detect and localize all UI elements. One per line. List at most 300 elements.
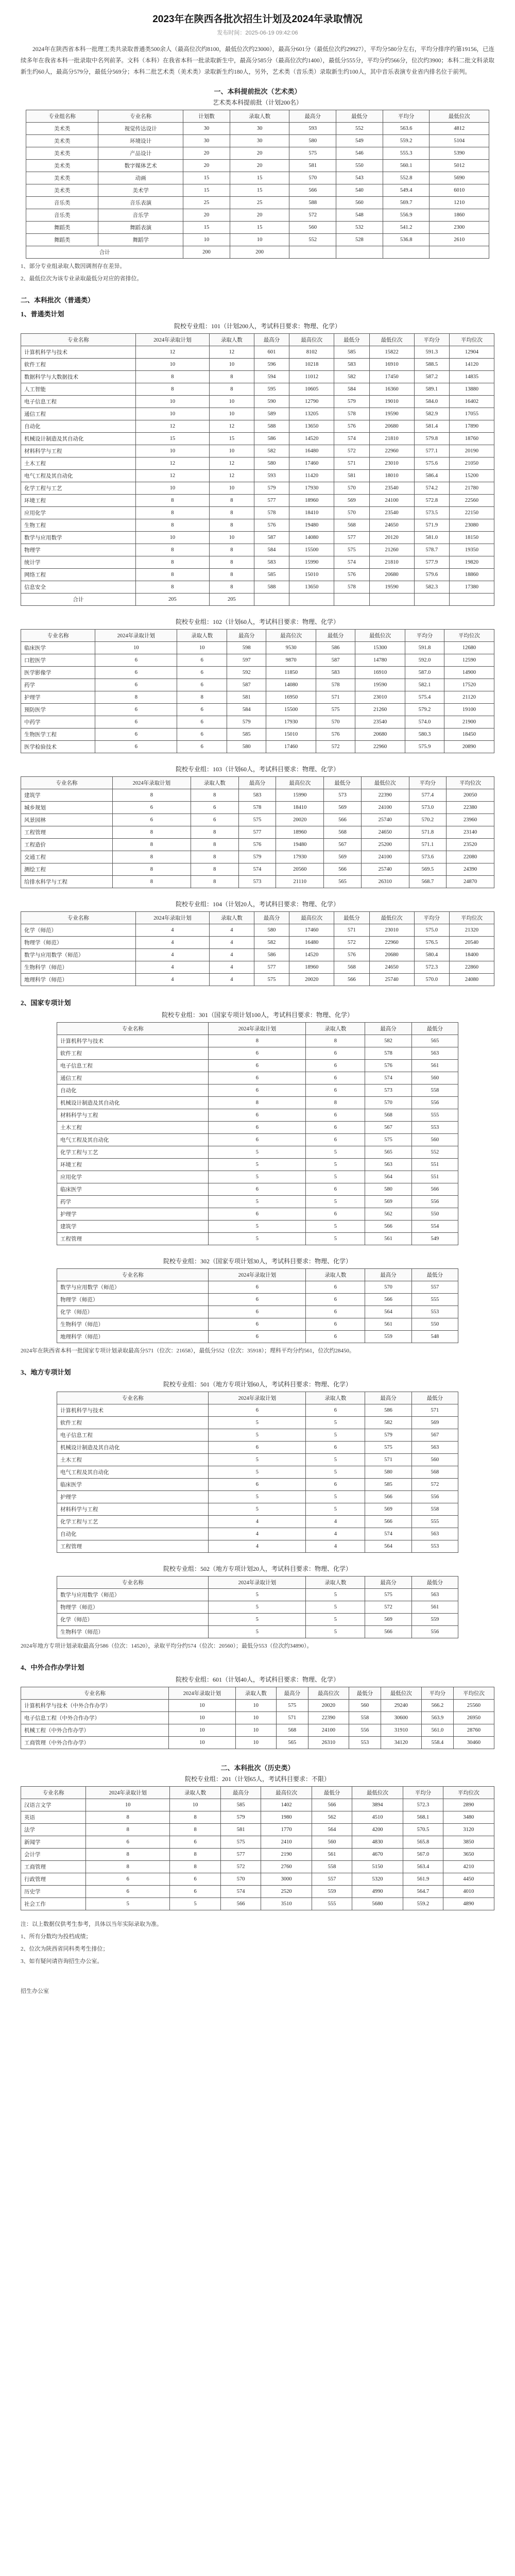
table-cell: 8 — [191, 876, 238, 888]
table-cell: 13650 — [289, 581, 334, 594]
table-cell: 6 — [209, 1331, 306, 1343]
table-cell: 9870 — [266, 654, 316, 667]
column-header: 最高分 — [227, 630, 266, 642]
table-cell: 558 — [349, 1712, 381, 1724]
table-cell: 6 — [306, 1183, 365, 1196]
table-cell: 570 — [365, 1097, 411, 1109]
table-cell: 6 — [95, 667, 177, 679]
table-cell: 5 — [209, 1159, 306, 1171]
table-cell: 575 — [254, 974, 289, 986]
column-header: 最高分 — [238, 777, 276, 789]
column-header: 平均分 — [421, 1687, 453, 1700]
table-cell: 21780 — [449, 482, 494, 495]
table-cell: 18150 — [449, 532, 494, 544]
table-cell: 559.2 — [383, 135, 430, 147]
table-cell: 交通工程 — [21, 851, 113, 863]
table-cell: 10 — [209, 482, 254, 495]
table-cell: 6 — [306, 1072, 365, 1084]
table-cell: 8 — [135, 581, 209, 594]
table-cell: 591.3 — [414, 346, 449, 359]
table-row — [21, 961, 494, 974]
table-cell: 8 — [209, 556, 254, 569]
table-cell: 6 — [306, 1060, 365, 1072]
table-cell: 18410 — [289, 507, 334, 519]
table-cell: 8 — [135, 507, 209, 519]
table-cell: 8 — [86, 1811, 170, 1824]
column-header: 录取人数 — [306, 1269, 365, 1281]
table-header-row — [21, 777, 494, 789]
table-header-row — [57, 1269, 458, 1281]
table-cell: 565.8 — [403, 1836, 443, 1849]
table-cell: 8 — [112, 876, 191, 888]
table-row — [21, 667, 494, 679]
section2-heading: 二、本科批次（普通类） — [21, 296, 95, 304]
table-cell: 音乐学 — [98, 209, 183, 222]
table-cell: 566 — [365, 1221, 411, 1233]
table-cell: 17930 — [289, 482, 334, 495]
table-cell: 560 — [411, 1072, 458, 1084]
table-cell: 26950 — [453, 1712, 494, 1724]
table-row — [21, 445, 494, 457]
table-cell: 577.4 — [409, 789, 447, 802]
table-cell: 物理学（师范） — [57, 1601, 209, 1614]
table-cell: 10 — [209, 396, 254, 408]
table-cell: 网络工程 — [21, 569, 136, 581]
table-cell: 23540 — [369, 482, 414, 495]
table-cell: 569 — [365, 1503, 411, 1516]
table-cell: 5 — [306, 1589, 365, 1601]
table-cell: 550 — [411, 1208, 458, 1221]
table-cell: 15 — [230, 172, 289, 184]
table-cell: 18960 — [276, 826, 324, 839]
table-cell: 自动化 — [57, 1084, 209, 1097]
table-cell: 17460 — [289, 924, 334, 937]
table-cell: 561 — [312, 1849, 352, 1861]
table-cell: 6 — [306, 1331, 365, 1343]
national-heading: 2、国家专项计划 — [21, 999, 71, 1007]
table-row — [21, 937, 494, 949]
table-cell: 582.1 — [405, 679, 444, 691]
table-cell: 25740 — [361, 863, 409, 876]
table-cell: 5 — [209, 1196, 306, 1208]
table-cell: 舞蹈表演 — [98, 222, 183, 234]
table-cell: 593 — [289, 123, 336, 135]
table-cell: 8 — [112, 826, 191, 839]
table-cell: 23140 — [447, 826, 494, 839]
table-cell: 573 — [324, 789, 362, 802]
table-cell: 4890 — [443, 1898, 494, 1910]
table-cell: 549 — [411, 1233, 458, 1245]
table-cell: 20050 — [447, 789, 494, 802]
table-cell: 数学与应用数学（师范） — [57, 1281, 209, 1294]
table-cell: 586 — [365, 1404, 411, 1417]
table-cell: 570 — [334, 507, 369, 519]
table-cell: 5 — [306, 1417, 365, 1429]
table-cell: 土木工程 — [57, 1122, 209, 1134]
table-cell: 22150 — [449, 507, 494, 519]
table-cell: 582 — [254, 445, 289, 457]
table-cell: 5 — [306, 1159, 365, 1171]
table-cell: 20120 — [369, 532, 414, 544]
table-row — [21, 863, 494, 876]
table-cell: 571 — [276, 1712, 308, 1724]
table-cell: 556.9 — [383, 209, 430, 222]
table-cell: 541.2 — [383, 222, 430, 234]
table-cell: 1860 — [430, 209, 489, 222]
table-cell: 美术类 — [26, 123, 98, 135]
table-cell: 565 — [365, 1146, 411, 1159]
note-line: 2、最低位次为该专业录取最低分对应的省排位。 — [21, 276, 143, 282]
table-cell: 化学（师范） — [21, 924, 136, 937]
table-cell: 化学工程与工艺 — [57, 1146, 209, 1159]
table-cell: 587 — [254, 532, 289, 544]
table-row — [21, 716, 494, 728]
table-cell: 19590 — [355, 679, 405, 691]
table-cell: 6 — [209, 1306, 306, 1318]
column-header: 最低分 — [349, 1687, 381, 1700]
table-cell: 532 — [336, 222, 383, 234]
table-row — [21, 544, 494, 556]
column-header: 录取人数 — [209, 334, 254, 346]
table-cell: 10 — [170, 1799, 221, 1811]
table-cell: 557 — [411, 1281, 458, 1294]
column-header: 专业组名称 — [26, 110, 98, 123]
table-row — [21, 507, 494, 519]
column-header: 最低位次 — [369, 334, 414, 346]
table-row — [21, 728, 494, 741]
table-cell: 588 — [289, 197, 336, 209]
table-cell: 565 — [324, 876, 362, 888]
table-cell: 6 — [209, 1208, 306, 1221]
table-cell: 2300 — [430, 222, 489, 234]
table-cell: 5 — [306, 1429, 365, 1442]
table-cell: 576 — [238, 839, 276, 851]
table-cell: 临床医学 — [21, 642, 95, 654]
table-cell: 城乡规划 — [21, 802, 113, 814]
column-header: 最低分 — [411, 1392, 458, 1404]
table-cell: 8 — [209, 371, 254, 383]
table-cell: 6010 — [430, 184, 489, 197]
table-cell: 6 — [306, 1318, 365, 1331]
table-cell: 4990 — [352, 1886, 403, 1898]
table-cell: 6 — [209, 1122, 306, 1134]
table-cell: 572 — [221, 1861, 261, 1873]
table-cell: 575 — [365, 1442, 411, 1454]
table-cell: 574 — [365, 1072, 411, 1084]
table-cell: 数学与应用数学 — [21, 532, 136, 544]
table-cell: 4 — [135, 961, 209, 974]
table-cell: 土木工程 — [57, 1454, 209, 1466]
table-cell: 579.6 — [414, 569, 449, 581]
column-header: 最低分 — [411, 1023, 458, 1035]
table-cell: 576 — [334, 949, 369, 961]
table-cell: 563.9 — [421, 1712, 453, 1724]
table-cell: 10 — [135, 482, 209, 495]
table-cell: 577 — [221, 1849, 261, 1861]
table-cell: 12790 — [289, 396, 334, 408]
table-cell: 6 — [209, 1281, 306, 1294]
table-row — [57, 1442, 458, 1454]
table-cell: 5320 — [352, 1873, 403, 1886]
overview-table — [26, 110, 489, 259]
table-cell: 15 — [183, 172, 230, 184]
table-cell: 575 — [221, 1836, 261, 1849]
table-cell: 6 — [170, 1886, 221, 1898]
table-cell: 20890 — [444, 741, 494, 753]
table-cell: 18760 — [449, 433, 494, 445]
table-row — [21, 569, 494, 581]
table-cell: 14780 — [355, 654, 405, 667]
table-cell: 5 — [306, 1601, 365, 1614]
table-cell: 22390 — [361, 789, 409, 802]
table-cell: 554 — [411, 1221, 458, 1233]
table-cell: 18960 — [289, 495, 334, 507]
table-cell: 15200 — [449, 470, 494, 482]
table-cell: 21050 — [449, 457, 494, 470]
table-cell: 4510 — [352, 1811, 403, 1824]
group502-table — [57, 1576, 458, 1638]
table-cell: 地理科学（师范） — [57, 1331, 209, 1343]
table-cell: 581.0 — [414, 532, 449, 544]
table-cell: 软件工程 — [21, 359, 136, 371]
table-cell: 生物医学工程 — [21, 728, 95, 741]
table-cell: 美术学 — [98, 184, 183, 197]
table-cell: 23960 — [447, 814, 494, 826]
table-cell: 580.4 — [414, 949, 449, 961]
table-row — [21, 741, 494, 753]
table-cell: 风景园林 — [21, 814, 113, 826]
table-cell: 582 — [254, 937, 289, 949]
column-header: 平均分 — [414, 912, 449, 924]
table-cell: 10 — [230, 234, 289, 246]
table-row — [21, 482, 494, 495]
column-header: 录取人数 — [209, 912, 254, 924]
column-header: 最低分 — [312, 1787, 352, 1799]
table-cell: 559 — [365, 1331, 411, 1343]
table-cell: 569 — [365, 1196, 411, 1208]
table-cell: 5 — [306, 1233, 365, 1245]
table-cell: 6 — [86, 1836, 170, 1849]
table-cell: 产品设计 — [98, 147, 183, 160]
table-cell: 4 — [306, 1540, 365, 1553]
table-cell: 15300 — [355, 642, 405, 654]
table-cell: 575 — [334, 544, 369, 556]
table-cell: 582 — [334, 371, 369, 383]
table-row — [57, 1331, 458, 1343]
table-cell: 20 — [183, 160, 230, 172]
table-cell: 10 — [168, 1724, 235, 1737]
table-cell: 10 — [135, 445, 209, 457]
table-cell: 12 — [209, 420, 254, 433]
table-cell: 582.9 — [414, 408, 449, 420]
column-header: 最低分 — [411, 1577, 458, 1589]
table-cell: 584 — [254, 544, 289, 556]
table-cell: 10 — [209, 359, 254, 371]
table-cell: 电气工程及其自动化 — [21, 470, 136, 482]
table-cell: 577.1 — [414, 445, 449, 457]
column-header: 最低分 — [324, 777, 362, 789]
table-cell: 580 — [289, 135, 336, 147]
note-line: 3、如有疑问请咨询招生办公室。 — [21, 1958, 103, 1964]
table-cell: 569.7 — [383, 197, 430, 209]
table-cell: 562 — [312, 1811, 352, 1824]
table-cell: 音乐类 — [26, 209, 98, 222]
table-cell: 556 — [411, 1626, 458, 1638]
table-cell: 553 — [349, 1737, 381, 1749]
table-row — [21, 1799, 494, 1811]
table-cell: 5 — [306, 1491, 365, 1503]
table-cell: 578 — [254, 507, 289, 519]
table-cell: 12590 — [444, 654, 494, 667]
table-cell: 200 — [230, 246, 289, 259]
table-cell: 571.1 — [409, 839, 447, 851]
table-cell: 临床医学 — [57, 1479, 209, 1491]
table-cell: 572 — [316, 741, 355, 753]
table-cell: 3894 — [352, 1799, 403, 1811]
table-cell: 15010 — [266, 728, 316, 741]
table-cell: 4830 — [352, 1836, 403, 1849]
table-cell: 580 — [254, 924, 289, 937]
table-cell: 566 — [289, 184, 336, 197]
group101-table — [21, 333, 494, 606]
table-cell: 材料科学与工程 — [21, 445, 136, 457]
table-cell: 8 — [95, 691, 177, 704]
group302-table — [57, 1268, 458, 1343]
table-cell: 573.5 — [414, 507, 449, 519]
group101-title: 院校专业组：101（计划200人，考试科目要求：物理、化学） — [174, 323, 341, 330]
table-cell: 18400 — [449, 949, 494, 961]
group502-title: 院校专业组：502（地方专项计划20人，考试科目要求：物理、化学） — [163, 1565, 352, 1572]
table-cell: 6 — [209, 1084, 306, 1097]
table-cell: 570.0 — [414, 974, 449, 986]
table-cell: 583 — [238, 789, 276, 802]
table-cell: 5 — [209, 1466, 306, 1479]
table-cell: 572 — [334, 937, 369, 949]
table-cell: 578 — [334, 581, 369, 594]
table-cell: 14520 — [289, 433, 334, 445]
table-cell: 569 — [324, 851, 362, 863]
table-cell: 572 — [411, 1479, 458, 1491]
table-cell: 8 — [209, 1035, 306, 1047]
table-cell: 舞蹈学 — [98, 234, 183, 246]
table-cell: 562 — [365, 1208, 411, 1221]
table-row — [26, 123, 489, 135]
table-cell: 9530 — [266, 642, 316, 654]
table-cell: 20020 — [308, 1700, 349, 1712]
table-cell: 588.5 — [414, 359, 449, 371]
table-cell: 17930 — [276, 851, 324, 863]
table-cell: 12904 — [449, 346, 494, 359]
table-cell: 558 — [411, 1503, 458, 1516]
table-cell: 560.1 — [383, 160, 430, 172]
table-row — [57, 1601, 458, 1614]
table-cell: 560 — [312, 1836, 352, 1849]
table-cell: 口腔医学 — [21, 654, 95, 667]
table-cell: 574.2 — [414, 482, 449, 495]
table-cell — [336, 246, 383, 259]
table-cell: 28760 — [453, 1724, 494, 1737]
table-cell: 工程管理 — [57, 1233, 209, 1245]
table-cell: 24390 — [447, 863, 494, 876]
table-cell: 575.6 — [414, 457, 449, 470]
table-cell: 576 — [334, 569, 369, 581]
table-cell: 10 — [235, 1712, 276, 1724]
table-cell: 8102 — [289, 346, 334, 359]
table-cell: 8 — [86, 1824, 170, 1836]
table-cell: 5150 — [352, 1861, 403, 1873]
table-cell: 580 — [227, 741, 266, 753]
table-cell: 555 — [411, 1516, 458, 1528]
table-cell: 5 — [209, 1221, 306, 1233]
table-cell: 552 — [411, 1146, 458, 1159]
table-cell: 5 — [209, 1589, 306, 1601]
table-cell: 环境设计 — [98, 135, 183, 147]
table-cell: 8 — [209, 581, 254, 594]
table-row — [21, 519, 494, 532]
table-cell: 556 — [411, 1196, 458, 1208]
table-cell: 医学影像学 — [21, 667, 95, 679]
table-cell: 571.8 — [409, 826, 447, 839]
table-cell: 591.8 — [405, 642, 444, 654]
table-cell: 10 — [135, 396, 209, 408]
table-row — [57, 1171, 458, 1183]
table-cell: 美术类 — [26, 184, 98, 197]
table-cell: 601 — [254, 346, 289, 359]
table-header-row — [57, 1577, 458, 1589]
table-cell: 计算机科学与技术 — [57, 1404, 209, 1417]
table-row — [21, 851, 494, 863]
table-cell: 564.7 — [403, 1886, 443, 1898]
table-cell: 13650 — [289, 420, 334, 433]
column-header: 2024年录取计划 — [209, 1577, 306, 1589]
table-cell: 应用化学 — [57, 1171, 209, 1183]
table-cell: 569 — [411, 1417, 458, 1429]
table-cell: 材料科学与工程 — [57, 1503, 209, 1516]
table-cell: 573.6 — [409, 851, 447, 863]
column-header: 专业名称 — [21, 1687, 169, 1700]
table-cell: 577.9 — [414, 556, 449, 569]
group201-title: 院校专业组：201（计划65人，考试科目要求：不限） — [184, 1775, 330, 1783]
table-cell: 计算机科学与技术 — [21, 346, 136, 359]
table-cell: 566 — [365, 1626, 411, 1638]
table-cell: 18410 — [276, 802, 324, 814]
table-cell: 558 — [411, 1084, 458, 1097]
table-cell: 21260 — [355, 704, 405, 716]
table-cell: 电子信息工程（中外合作办学） — [21, 1712, 169, 1724]
table-cell: 575.4 — [405, 691, 444, 704]
table-cell: 597 — [227, 654, 266, 667]
table-cell: 11850 — [266, 667, 316, 679]
table-cell: 30 — [230, 135, 289, 147]
table-cell: 通信工程 — [57, 1072, 209, 1084]
table-cell: 22860 — [449, 961, 494, 974]
table-cell: 25200 — [361, 839, 409, 851]
table-cell: 物理学（师范） — [21, 937, 136, 949]
table-row — [21, 457, 494, 470]
table-cell: 4 — [209, 1528, 306, 1540]
table-cell: 559 — [312, 1886, 352, 1898]
table-cell: 5 — [306, 1146, 365, 1159]
table-row — [57, 1454, 458, 1466]
table-cell: 15010 — [289, 569, 334, 581]
column-header: 录取人数 — [191, 777, 238, 789]
table-cell: 统计学 — [21, 556, 136, 569]
table-cell: 6 — [306, 1281, 365, 1294]
table-row — [21, 470, 494, 482]
table-cell: 543 — [336, 172, 383, 184]
table-cell — [383, 246, 430, 259]
table-cell: 29240 — [381, 1700, 421, 1712]
